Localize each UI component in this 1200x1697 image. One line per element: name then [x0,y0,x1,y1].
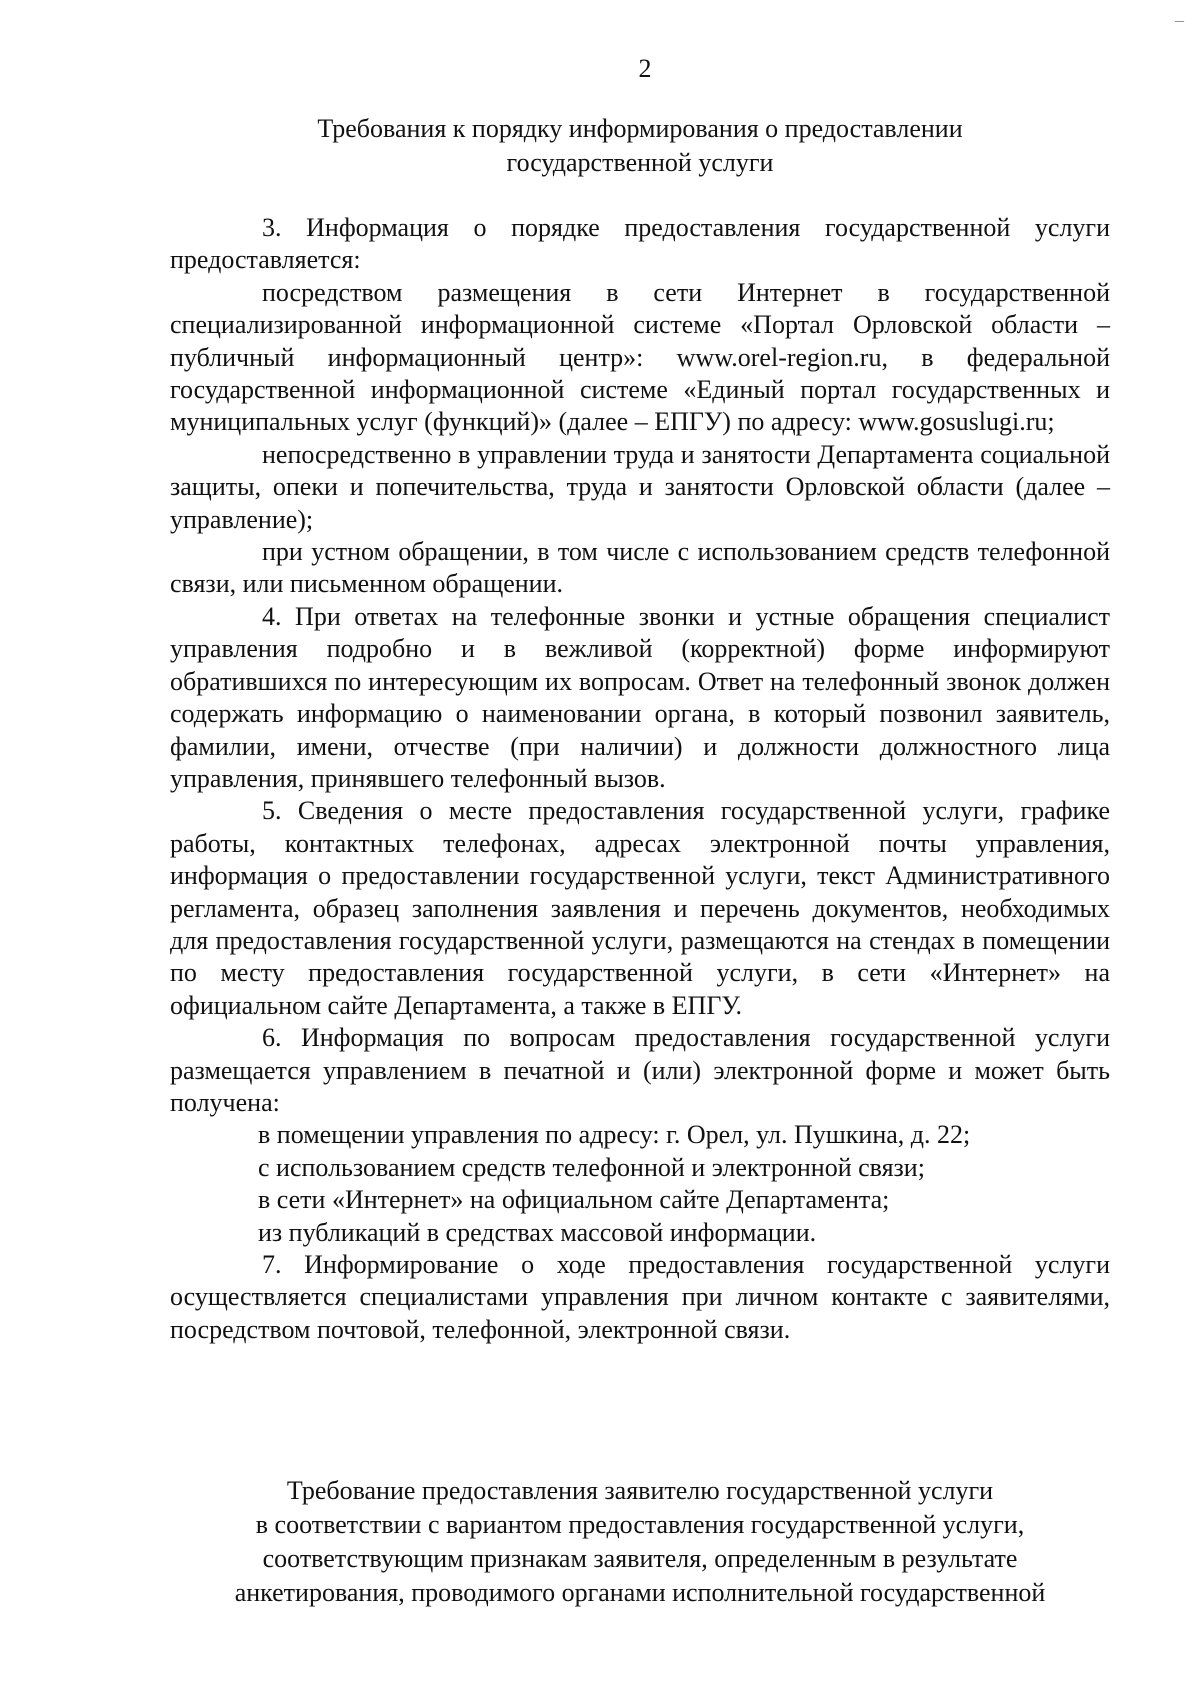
section-heading-line: в соответствии с вариантом предоставления государственной услуги, [255,1510,1025,1539]
section-heading-line: соответствующим признакам заявителя, определенным в результате [262,1544,1018,1573]
document-body [170,212,1110,1346]
paragraph-3: 3. Информация о порядке предоставления государственной услуги предоставляется: [170,213,1110,275]
paragraph-oral: при устном обращении, в том числе с использованием средств телефонной связи, или письменном обращении. [170,537,1110,599]
paragraph-6: 6. Информация по вопросам предоставления государственной услуги размещается управлением в печатной и (или) электронной форме и может быть получена: [170,1023,1110,1117]
list-item: в сети «Интернет» на официальном сайте Департамента; [258,1185,890,1215]
list-item: с использованием средств телефонной и электронной связи; [258,1152,925,1182]
paragraph-directly: непосредственно в управлении труда и занятости Департамента социальной защиты, опеки и попечительства, труда и занятости Орловской области (далее – управление); [170,439,1110,534]
page-number: 2 [638,54,652,83]
section-heading-requirement [170,1474,1110,1610]
list-item: в помещении управления по адресу: г. Орел, ул. Пушкина, д. 22; [258,1120,971,1150]
section-heading-line: Требование предоставления заявителю государственной услуги [286,1476,994,1505]
section-heading-line: Требования к порядку информирования о предоставлении [317,114,963,143]
section-heading-informing [240,112,1040,180]
corner-mark: – [1175,10,1184,30]
paragraph-4: 4. При ответах на телефонные звонки и устные обращения специалист управления подробно и в вежливой (корректной) форме информируют обратившихся по интересующим их вопросам. Ответ на телефонный звонок должен содержать информацию о наименовании органа, в который позвонил заявитель, фамилии, имени, отчестве (при наличии) и должности должностного лица управления, принявшего телефонный вызов. [170,601,1110,793]
list-item: из публикаций в средствах массовой информации. [258,1217,817,1247]
paragraph-7: 7. Информирование о ходе предоставления государственной услуги осуществляется специалистами управления при личном контакте с заявителями, посредством почтовой, телефонной, электронной связи. [170,1250,1110,1344]
paragraph-internet: посредством размещения в сети Интернет в государственной специализированной информационной системе «Портал Орловской области – публичный информационный центр»: www.orel-region.ru, в федеральной государственной информационной системе «Единый портал государственных и муниципальных услуг (функций)» (далее – ЕПГУ) по адресу: www.gosuslugi.ru; [170,277,1110,437]
section-heading-line: анкетирования, проводимого органами исполнительной государственной [234,1578,1046,1607]
paragraph-5: 5. Сведения о месте предоставления государственной услуги, графике работы, контактных телефонах, адресах электронной почты управления, информация о предоставлении государственной услуги, текст Административного регламента, образец заполнения заявления и перечень документов, необходимых для предоставления государственной услуги, размещаются на стендах в помещении по месту предоставления государственной услуги, в сети «Интернет» на официальном сайте Департамента, а также в ЕПГУ. [170,796,1110,1020]
section-heading-line: государственной услуги [506,148,774,177]
